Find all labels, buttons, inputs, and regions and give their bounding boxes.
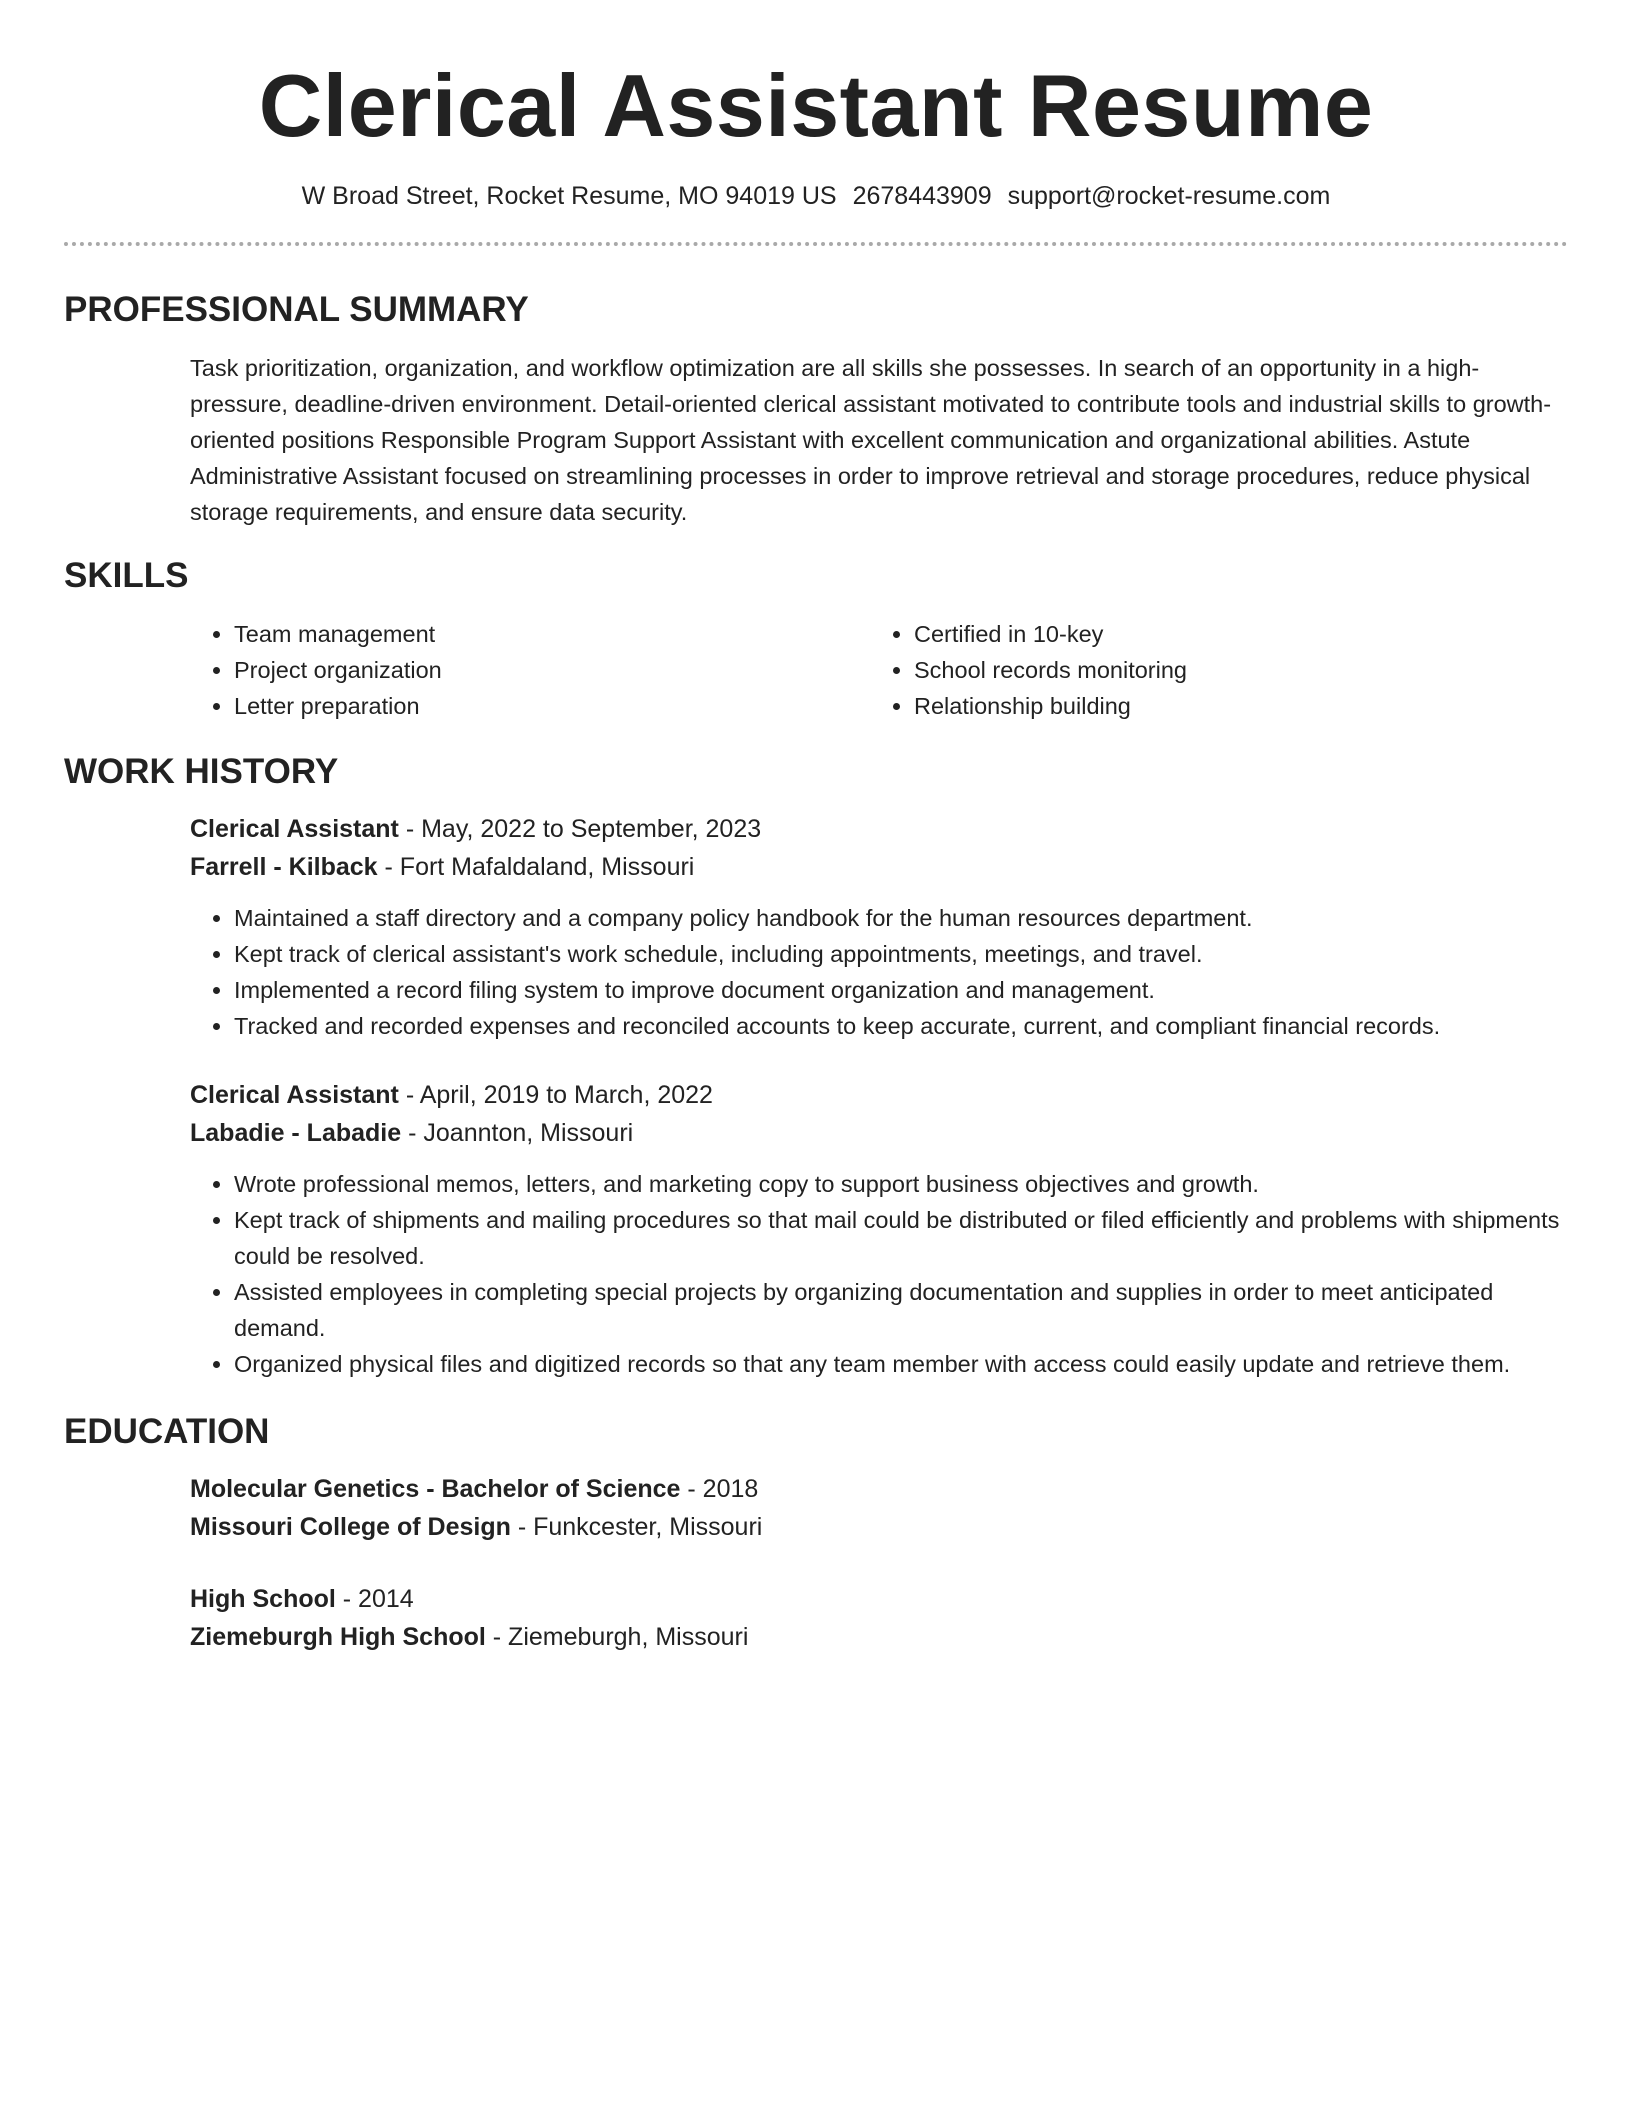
job-company-line <box>190 848 1568 886</box>
job-title: Clerical Assistant <box>190 815 399 843</box>
skill-item: • School records monitoring <box>914 652 1550 688</box>
job-company: Labadie - Labadie <box>190 1119 402 1147</box>
education-year: - 2014 <box>335 1585 414 1613</box>
skills-column-left <box>190 616 870 724</box>
job-dates: - April, 2019 to March, 2022 <box>398 1081 713 1109</box>
job-bullets <box>190 900 1568 1044</box>
education-entry <box>64 1470 1568 1546</box>
skill-item: • Certified in 10-key <box>914 616 1550 652</box>
education-degree: High School <box>190 1585 336 1613</box>
education-location: - Ziemeburgh, Missouri <box>485 1623 749 1651</box>
education-heading: EDUCATION <box>64 1412 270 1451</box>
job-bullet: • Maintained a staff directory and a company policy handbook for the human resources department. <box>234 900 1568 936</box>
job-title: Clerical Assistant <box>190 1081 399 1109</box>
contact-email: support@rocket-resume.com <box>1007 182 1331 210</box>
job-bullet: • Implemented a record filing system to improve document organization and management. <box>234 972 1568 1008</box>
job-title-line <box>190 810 1568 848</box>
job-bullet: • Tracked and recorded expenses and reconciled accounts to keep accurate, current, and compliant financial records. <box>234 1008 1568 1044</box>
job-location: - Joannton, Missouri <box>401 1119 634 1147</box>
job-title-line <box>190 1076 1568 1114</box>
skill-item: • Letter preparation <box>234 688 870 724</box>
education-school-line <box>190 1618 1568 1656</box>
job-bullet: • Assisted employees in completing special projects by organizing documentation and supplies in order to meet anticipated demand. <box>234 1274 1568 1346</box>
education-entry <box>64 1580 1568 1656</box>
education-degree: Molecular Genetics - Bachelor of Science <box>190 1475 681 1503</box>
job-bullet: • Kept track of shipments and mailing procedures so that mail could be distributed or filed efficiently and problems with shipments could be resolved. <box>234 1202 1568 1274</box>
job-bullets <box>190 1166 1568 1382</box>
job-entry <box>64 1076 1568 1382</box>
skill-item: • Team management <box>234 616 870 652</box>
skill-item: • Project organization <box>234 652 870 688</box>
education-degree-line <box>190 1470 1568 1508</box>
contact-phone: 2678443909 <box>852 182 992 210</box>
work-history-heading: WORK HISTORY <box>64 752 339 791</box>
job-location: - Fort Mafaldaland, Missouri <box>377 853 695 881</box>
job-company: Farrell - Kilback <box>190 853 378 881</box>
job-company-line <box>190 1114 1568 1152</box>
job-bullet: • Wrote professional memos, letters, and marketing copy to support business objectives and growth. <box>234 1166 1568 1202</box>
education-school: Missouri College of Design <box>190 1513 511 1541</box>
skills-column-right <box>870 616 1550 724</box>
contact-address: W Broad Street, Rocket Resume, MO 94019 US <box>301 182 837 210</box>
job-dates: - May, 2022 to September, 2023 <box>398 815 762 843</box>
education-degree-line <box>190 1580 1568 1618</box>
education-school: Ziemeburgh High School <box>190 1623 486 1651</box>
job-entry <box>64 810 1568 1044</box>
education-school-line <box>190 1508 1568 1546</box>
skill-item: • Relationship building <box>914 688 1550 724</box>
skills-list <box>64 616 1568 724</box>
education-location: - Funkcester, Missouri <box>510 1513 763 1541</box>
contact-line <box>64 180 1568 212</box>
job-bullet: • Kept track of clerical assistant's work schedule, including appointments, meetings, and travel. <box>234 936 1568 972</box>
resume-title: Clerical Assistant Resume <box>258 56 1374 155</box>
summary-heading: PROFESSIONAL SUMMARY <box>64 290 529 329</box>
skills-heading: SKILLS <box>64 556 189 595</box>
header-divider <box>64 242 1568 246</box>
job-bullet: • Organized physical files and digitized records so that any team member with access could easily update and retrieve them. <box>234 1346 1568 1382</box>
education-year: - 2018 <box>680 1475 759 1503</box>
summary-text: Task prioritization, organization, and workflow optimization are all skills she possesses. In search of an opportunity in a high-pressure, deadline-driven environment. Detail-oriented clerical assistant motivated to contribute tools and industrial skills to growth-oriented positions Responsible Program Support Assistant with excellent communication and organizational abilities. Astute Administrative Assistant focused on streamlining processes in order to improve retrieval and storage procedures, reduce physical storage requirements, and ensure data security. <box>190 355 1552 525</box>
